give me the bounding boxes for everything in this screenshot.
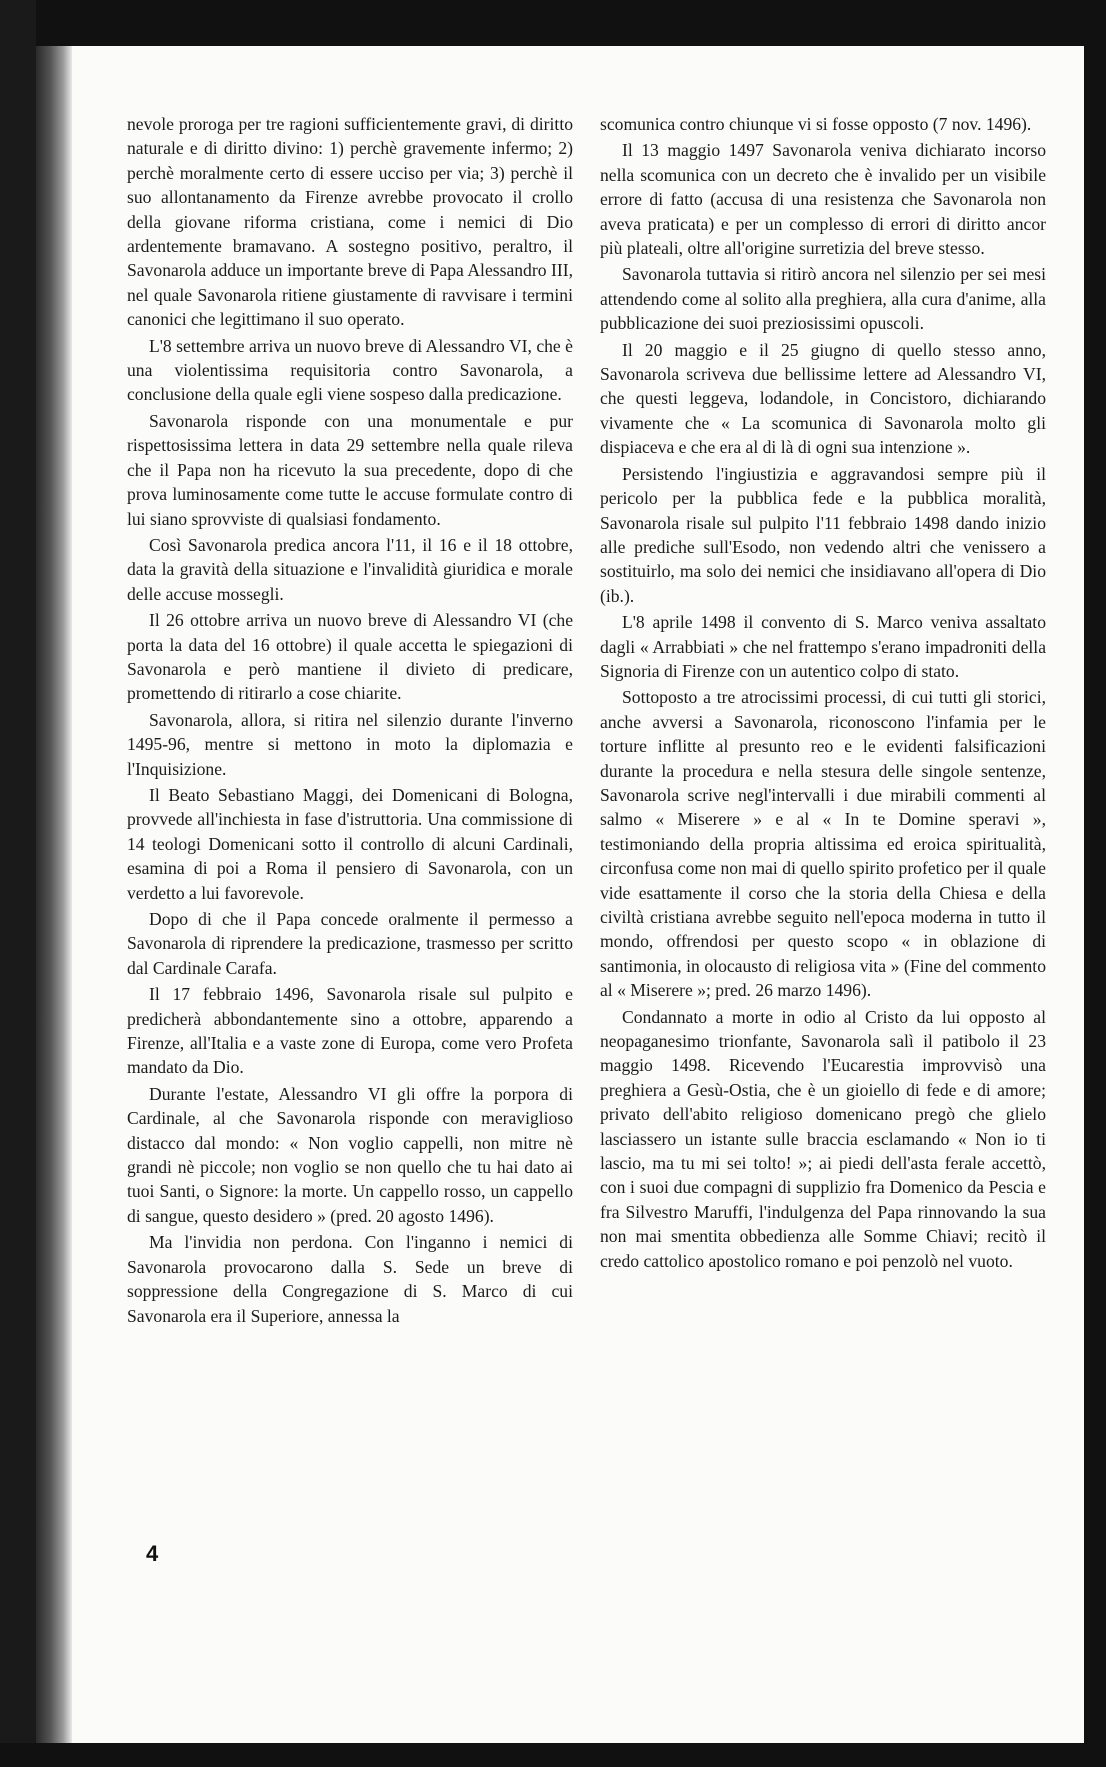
paragraph: nevole proroga per tre ragioni sufficientemente gravi, di diritto naturale e di diritto divino: 1) perchè gravemente infermo; 2) perchè moralmente certo di essere ucciso per via; 3) perchè il suo allontanamento da Firenze avrebbe provocato il crollo della giovane riforma cristiana, come i nemici di Dio ardentemente bramavano. A sostegno positivo, peraltro, il Savonarola adduce un importante breve di Papa Alessandro III, nel quale Savonarola ritiene giustamente di ravvisare i termini canonici che legittimano il suo operato. <box>127 114 573 330</box>
page-number: 4 <box>146 1541 159 1566</box>
paragraph: L'8 settembre arriva un nuovo breve di Alessandro VI, che è una violentissima requisitoria contro Savonarola, a conclusione della quale egli viene sospeso dalla predicazione. <box>127 335 573 405</box>
scan-border-top <box>0 0 1106 46</box>
paragraph: Il 17 febbraio 1496, Savonarola risale sul pulpito e predicherà abbondantemente sino a ottobre, apparendo a Firenze, all'Italia e a vaste zone di Europa, come vero Profeta mandato da Dio. <box>127 984 573 1078</box>
paragraph: Savonarola risponde con una monumentale e pur rispettosissima lettera in data 29 settembre nella quale rileva che il Papa non ha ricevuto la sua precedente, dopo di che prova luminosamente come tutte le accuse formulate contro di lui siano sprovviste di qualsiasi fondamento. <box>127 410 573 529</box>
paragraph: Dopo di che il Papa concede oralmente il permesso a Savonarola di riprendere la predicazione, trasmesso per scritto dal Cardinale Carafa. <box>127 909 573 978</box>
scan-border-left <box>0 0 36 1767</box>
paragraph: Ma l'invidia non perdona. Con l'inganno i nemici di Savonarola provocarono dalla S. Sede un breve di soppressione della Congregazione di S. Marco di cui Savonarola era il Superiore, annessa la <box>127 1232 573 1326</box>
paragraph: Durante l'estate, Alessandro VI gli offre la porpora di Cardinale, al che Savonarola risponde con meraviglioso distacco dal mondo: « Non voglio cappelli, non mitre nè grandi nè piccole; non voglio se non quello che tu hai dato ai tuoi Santi, o Signore: la morte. Un cappello rosso, un cappello di sangue, questo desidero » (pred. 20 agosto 1496). <box>127 1083 573 1226</box>
paragraph: Il 13 maggio 1497 Savonarola veniva dichiarato incorso nella scomunica con un decreto che è invalido per un visibile errore di fatto (accusa di una resistenza che Savonarola non aveva praticata) e per un complesso di errori di diritto ancor più plateali, oltre all'origine surretizia del breve stesso. <box>600 140 1046 259</box>
paragraph: Condannato a morte in odio al Cristo da lui oppostо al neopaganesimo trionfante, Savonarola salì il patibolo il 23 maggio 1498. Ricevendo l'Eucarestia improvvisò una preghiera a Gesù-Ostia, che è un gioiello di fede e di amore; privato dell'abito religioso domenicano pregò che glielo lasciassero un istante sulle braccia esclamando « Non io ti lascio, ma tu mi sei tolto! »; ai piedi dell'asta ferale accettò, con i suoi due compagni di supplizio fra Domenico da Pescia e fra Silvestro Maruffi, l'indulgenza del Papa rinnovando la sua non mai smentita obbedienza alle Somme Chiavi; recitò il credo cattolico apostolico romano e poi penzolò nel vuoto. <box>600 1006 1046 1271</box>
left-column <box>127 112 573 1330</box>
paragraph: L'8 aprile 1498 il convento di S. Marco veniva assaltato dagli « Arrabbiati » che nel frattempo s'erano impadroniti della Signoria di Firenze con un autentico colpo di stato. <box>600 612 1046 681</box>
binding-shadow <box>36 46 72 1743</box>
paragraph: Savonarola tuttavia si ritirò ancora nel silenzio per sei mesi attendendo come al solito alla preghiera, alla cura d'anime, alla pubblicazione dei suoi preziosissimi opuscoli. <box>600 264 1046 334</box>
paragraph: Il 26 ottobre arriva un nuovo breve di Alessandro VI (che porta la data del 16 ottobre) il quale accetta le spiegazioni di Savonarola e però mantiene il divieto di predicare, promettendo di ritirarlo a cose chiarite. <box>127 610 573 704</box>
paragraph: Sottoposto a tre atrocissimi processi, di cui tutti gli storici, anche avversi a Savonarola, riconoscono l'infamia per le torture inflitte al presunto reo e le evidenti falsificazioni durante la procedura e nella stesura delle singole sentenze, Savonarola scrive negl'intervalli i due mirabili commenti al salmo « Miserere » e al « In te Domine speravi », testimoniando della propria altissima ed eroica spiritualità, circonfusa come non mai di quello spirito profetico per il quale vide esattamente il corso che la storia della Chiesa e della civiltà cristiana avrebbe seguito nell'epoca moderna in tutto il mondo, offrendosi per questo scopo « in oblazione di santimonia, in olocausto di religiosa vita » (Fine del commento al « Miserere »; pred. 26 marzo 1496). <box>600 687 1046 1001</box>
paragraph: Il Beato Sebastiano Maggi, dei Domenicani di Bologna, provvede all'inchiesta in fase d'istruttoria. Una commissione di 14 teologi Domenicani sotto il controllo di alcuni Cardinali, esamina di poi a Roma il pensiero di Savonarola, con un verdetto a lui favorevole. <box>127 784 573 903</box>
paragraph: Savonarola, allora, si ritira nel silenzio durante l'inverno 1495-96, mentre si mettono in moto la diplomazia e l'Inquisizione. <box>127 709 573 779</box>
paragraph: Così Savonarola predica ancora l'11, il 16 e il 18 ottobre, data la gravità della situazione e l'invalidità giuridica e morale delle accuse mossegli. <box>127 534 573 604</box>
paragraph: Persistendo l'ingiustizia e aggravandosi sempre più il pericolo per la pubblica fede e la pubblica moralità, Savonarola risale sul pulpito l'11 febbraio 1498 dando inizio alle prediche sull'Esodo, non vedendo altri che venissero a sostituirlo, ma solo dei nemici che insidiavano all'opera di Dio (ib.). <box>600 463 1046 606</box>
paragraph: scomunica contro chiunque vi si fosse opposto (7 nov. 1496). <box>600 114 1032 134</box>
paragraph: Il 20 maggio e il 25 giugno di quello stesso anno, Savonarola scriveva due bellissime lettere ad Alessandro VI, che questi leggeva, lodandole, in Concistoro, dichiarando vivamente che « La scomunica di Savonarola molto gli dispiaceva e che era al di là di ogni sua intenzione ». <box>600 339 1046 458</box>
right-column <box>600 112 1046 1275</box>
scan-border-bottom <box>0 1743 1106 1767</box>
scan-border-right <box>1084 0 1106 1767</box>
